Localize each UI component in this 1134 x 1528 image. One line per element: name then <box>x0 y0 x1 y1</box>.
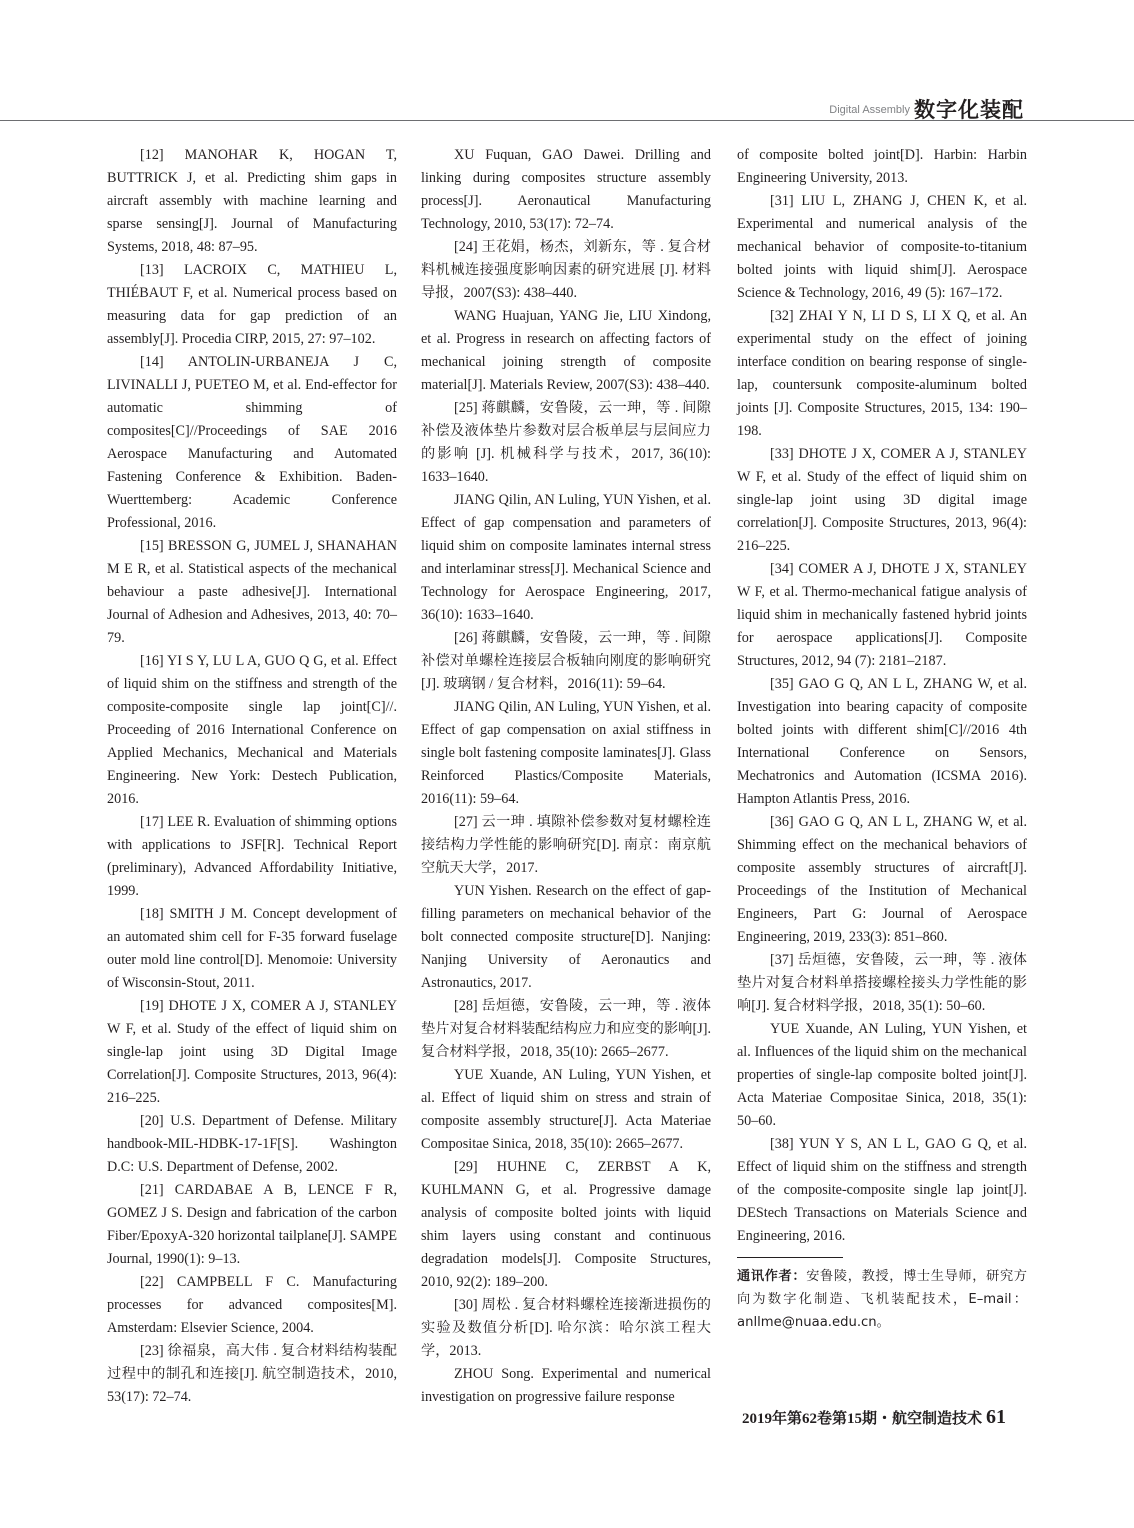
reference-entry: [31] LIU L, ZHANG J, CHEN K, et al. Experimental and numerical analysis of the mechanical behavior of composite-to-titanium bolted joints with liquid shim[J]. Aerospace Science & Technology, 2016, 49 (5): 167–172. <box>737 193 1027 301</box>
reference-entry: [28] 岳烜德，安鲁陵，云一珅，等 . 液体垫片对复合材料装配结构应力和应变的影响[J]. 复合材料学报，2018, 35(10): 2665–2677. <box>421 998 711 1060</box>
reference-entry: [34] COMER A J, DHOTE J X, STANLEY W F, et al. Thermo-mechanical fatigue analysis of liquid shim in mechanically fastened hybrid joints for aerospace applications[J]. Composite Structures, 2012, 94 (7): 2181–2187. <box>737 561 1027 669</box>
reference-entry: [35] GAO G Q, AN L L, ZHANG W, et al. Investigation into bearing capacity of composite bolted joints with different shim[C]//2016 4th International Conference on Sensors, Mechatronics and Automation (ICSMA 2016). Hampton Atlantis Press, 2016. <box>737 676 1027 807</box>
page-footer <box>742 1406 1006 1429</box>
reference-entry: [36] GAO G Q, AN L L, ZHANG W, et al. Shimming effect on the mechanical behaviors of composite assembly structures of aircraft[J]. Proceedings of the Institution of Mechanical Engineers, Part G: Journal of Aerospace Engineering, 2019, 233(3): 851–860. <box>737 814 1027 945</box>
reference-entry: [21] CARDABAE A B, LENCE F R, GOMEZ J S. Design and fabrication of the carbon Fiber/EpoxyA-320 horizontal tailplane[J]. SAMPE Journal, 1990(1): 9–13. <box>107 1182 398 1267</box>
reference-entry: [26] 蒋麒麟，安鲁陵，云一珅，等 . 间隙补偿对单螺栓连接层合板轴向刚度的影响研究[J]. 玻璃钢 / 复合材料，2016(11): 59–64. <box>421 630 711 692</box>
reference-entry: [25] 蒋麒麟，安鲁陵，云一珅，等 . 间隙补偿及液体垫片参数对层合板单层与层间应力的影响 [J]. 机械科学与技术，2017, 36(10): 1633–1640. <box>421 400 711 485</box>
page-number: 61 <box>986 1406 1006 1428</box>
header-english-title: Digital Assembly <box>829 104 910 116</box>
reference-entry: [13] LACROIX C, MATHIEU L, THIÉBAUT F, et al. Numerical process based on measuring data for gap prediction of an assembly[J]. Procedia CIRP, 2015, 27: 97–102. <box>107 262 397 347</box>
corresponding-author-note <box>737 1265 1027 1334</box>
footnote-rule <box>737 1257 843 1258</box>
reference-entry: [20] U.S. Department of Defense. Military handbook-MIL-HDBK-17-1F[S]. Washington D.C: U.S. Department of Defense, 2002. <box>107 1113 397 1175</box>
reference-entry: [23] 徐福泉，高大伟 . 复合材料结构装配过程中的制孔和连接[J]. 航空制造技术，2010, 53(17): 72–74. <box>107 1343 397 1405</box>
reference-entry: YUE Xuande, AN Luling, YUN Yishen, et al. Influences of the liquid shim on the mechanical properties of single-lap composite bolted joint[J]. Acta Materiae Compositae Sinica, 2018, 35(1): 50–60. <box>737 1021 1027 1129</box>
reference-column-2 <box>421 144 711 1409</box>
reference-entry: [24] 王花娟，杨杰，刘新东，等 . 复合材料机械连接强度影响因素的研究进展 [J]. 材料导报，2007(S3): 438–440. <box>421 239 711 301</box>
reference-entry: [29] HUHNE C, ZERBST A K, KUHLMANN G, et al. Progressive damage analysis of composite bolted joints with liquid shim layers using constant and continuous degradation models[J]. Composite Structures, 2010, 92(2): 189–200. <box>421 1159 711 1290</box>
footnote-label: 通讯作者： <box>737 1269 807 1284</box>
reference-entry: [22] CAMPBELL F C. Manufacturing processes for advanced composites[M]. Amsterdam: Elsevier Science, 2004. <box>107 1274 397 1336</box>
reference-entry: XU Fuquan, GAO Dawei. Drilling and linking during composites structure assembly process[J]. Aeronautical Manufacturing Technology, 2010, 53(17): 72–74. <box>421 147 711 232</box>
reference-entry: [15] BRESSON G, JUMEL J, SHANAHAN M E R, et al. Statistical aspects of the mechanical behaviour a paste adhesive[J]. International Journal of Adhesion and Adhesives, 2013, 40: 70–79. <box>107 538 397 646</box>
reference-entry: WANG Huajuan, YANG Jie, LIU Xindong, et al. Progress in research on affecting factors of mechanical joining strength of composite material[J]. Materials Review, 2007(S3): 438–440. <box>421 308 711 393</box>
reference-entry: [17] LEE R. Evaluation of shimming options with applications to JSF[R]. Technical Report (preliminary), Advanced Affordability Initiative, 1999. <box>107 814 397 899</box>
reference-entry: [12] MANOHAR K, HOGAN T, BUTTRICK J, et al. Predicting shim gaps in aircraft assembly with machine learning and sparse sensing[J]. Journal of Manufacturing Systems, 2018, 48: 87–95. <box>107 147 397 255</box>
reference-entry: YUN Yishen. Research on the effect of gap-filling parameters on mechanical behavior of the bolt connected composite structure[D]. Nanjing: Nanjing University of Aeronautics and Astronautics, 2017. <box>421 883 711 991</box>
reference-entry: [18] SMITH J M. Concept development of an automated shim cell for F-35 forward fuselage outer mold line control[D]. Menomoie: University of Wisconsin-Stout, 2011. <box>107 906 397 991</box>
footnote-text: 安鲁陵，教授，博士生导师，研究方向为数字化制造、飞机装配技术，E–mail：anllme@nuaa.edu.cn。 <box>737 1269 1027 1330</box>
reference-entry: YUE Xuande, AN Luling, YUN Yishen, et al. Effect of liquid shim on stress and strain of composite assembly structure[J]. Acta Materiae Compositae Sinica, 2018, 35(10): 2665–2677. <box>421 1067 711 1152</box>
reference-column-3 <box>737 144 1027 1334</box>
reference-entry: of composite bolted joint[D]. Harbin: Harbin Engineering University, 2013. <box>737 147 1027 186</box>
reference-entry: [33] DHOTE J X, COMER A J, STANLEY W F, et al. Study of the effect of liquid shim on single-lap joint using 3D digital image correlation[J]. Composite Structures, 2013, 96(4): 216–225. <box>737 446 1027 554</box>
reference-entry: [14] ANTOLIN-URBANEJA J C, LIVINALLI J, PUETEO M, et al. End-effector for automatic shimming of composites[C]//Proceedings of SAE 2016 Aerospace Manufacturing and Automated Fastening Conference & Exhibition. Baden-Wuerttemberg: Academic Conference Professional, 2016. <box>107 354 397 531</box>
reference-entry: [16] YI S Y, LU L A, GUO Q G, et al. Effect of liquid shim on the stiffness and strength of the composite-composite single lap joint[C]//. Proceeding of 2016 International Conference on Applied Mechanics, Mechanical and Materials Engineering. New York: Destech Publication, 2016. <box>107 653 397 807</box>
header-chinese-title: 数字化装配 <box>914 98 1024 122</box>
reference-entry: [27] 云一珅 . 填隙补偿参数对复材螺栓连接结构力学性能的影响研究[D]. 南京：南京航空航天大学，2017. <box>421 814 711 876</box>
reference-entry: [32] ZHAI Y N, LI D S, LI X Q, et al. An experimental study on the effect of joining interface condition on bearing response of single-lap, countersunk composite-aluminum bolted joints [J]. Composite Structures, 2015, 134: 190–198. <box>737 308 1027 439</box>
reference-entry: [37] 岳烜德，安鲁陵，云一珅，等 . 液体垫片对复合材料单搭接螺栓接头力学性能的影响[J]. 复合材料学报，2018, 35(1): 50–60. <box>737 952 1027 1014</box>
reference-entry: ZHOU Song. Experimental and numerical investigation on progressive failure response <box>421 1366 711 1405</box>
reference-entry: [19] DHOTE J X, COMER A J, STANLEY W F, et al. Study of the effect of liquid shim on single-lap joint using 3D Digital Image Correlation[J]. Composite Structures, 2013, 96(4): 216–225. <box>107 998 397 1106</box>
reference-entry: [30] 周松 . 复合材料螺栓连接渐进损伤的实验及数值分析[D]. 哈尔滨：哈尔滨工程大学，2013. <box>421 1297 711 1359</box>
reference-entry: JIANG Qilin, AN Luling, YUN Yishen, et al. Effect of gap compensation and parameters of liquid shim on composite laminates internal stress and interlaminar stress[J]. Mechanical Science and Technology for Aerospace Engineering, 2017, 36(10): 1633–1640. <box>421 492 711 623</box>
reference-entry: [38] YUN Y S, AN L L, GAO G Q, et al. Effect of liquid shim on the stiffness and strength of the composite-composite single lap joint[J]. DEStech Transactions on Materials Science and Engineering, 2016. <box>737 1136 1027 1244</box>
reference-column-1 <box>107 144 397 1409</box>
reference-entry: JIANG Qilin, AN Luling, YUN Yishen, et al. Effect of gap compensation on axial stiffness in single bolt fastening composite laminates[J]. Glass Reinforced Plastics/Composite Materials, 2016(11): 59–64. <box>421 699 711 807</box>
footer-journal: 2019年第62卷第15期・航空制造技术 <box>741 1411 982 1427</box>
